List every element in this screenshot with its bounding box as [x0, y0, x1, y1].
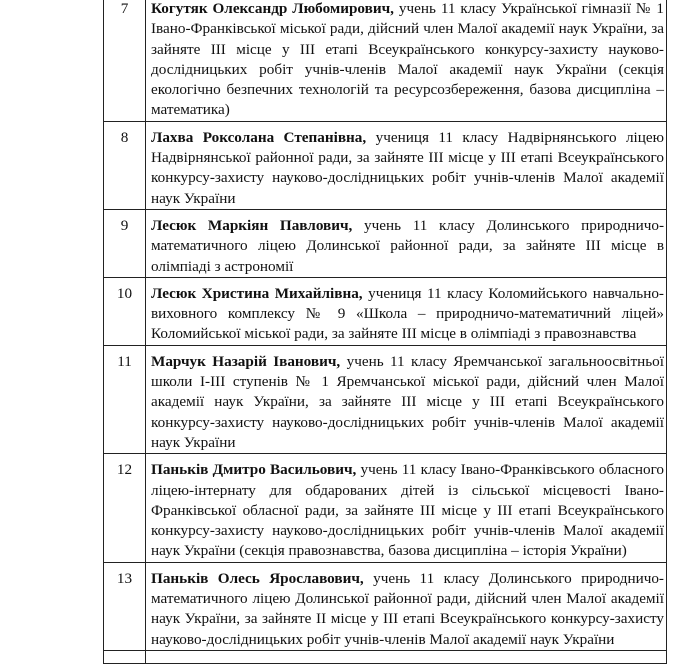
row-description — [146, 0, 667, 121]
row-number: 11 — [104, 345, 146, 453]
student-details: учениця 11 класу Надвірнянського ліцею Надвірнянської районної ради, за зайняте ІІІ місце у ІІІ етапі Всеукраїнського конкурсу-захисту науково-дослідницьких робіт учнів-членів Малої академії наук України — [151, 128, 664, 207]
student-name: Паньків Дмитро Васильович, — [151, 461, 357, 479]
row-description — [146, 209, 667, 277]
table-row — [104, 345, 667, 453]
student-details: учень 11 класу Долинського природничо-математичного ліцею Долинської районної ради, дійсний член Малої академії наук України, за зайняте ІІ місце у ІІІ етапі Всеукраїнського конкурсу-захисту науково-дослідницьких робіт учнів-членів Малої академії наук України — [151, 569, 664, 648]
student-name: Лахва Роксолана Степанівна, — [151, 128, 367, 146]
table-row — [104, 0, 667, 121]
student-details: учень 11 класу Яремчанської загальноосвітньої школи І-ІІІ ступенів № 1 Яремчанської міської ради, дійсний член Малої академії наук України, за зайняте ІІІ місце у ІІІ етапі Всеукраїнського конкурсу-захисту науково-дослідницьких робіт учнів-членів Малої академії наук України — [151, 352, 664, 451]
table-row — [104, 121, 667, 209]
row-description — [146, 345, 667, 453]
student-name: Марчук Назарій Іванович, — [151, 352, 341, 370]
student-name: Когутяк Олександр Любомирович, — [151, 0, 394, 17]
awards-table — [103, 0, 667, 664]
table-row-partial — [104, 650, 667, 663]
student-name: Лесюк Маркіян Павлович, — [151, 216, 353, 234]
row-number: 12 — [104, 454, 146, 562]
row-number: 13 — [104, 562, 146, 650]
table-row — [104, 277, 667, 345]
table-row — [104, 454, 667, 562]
row-number: 7 — [104, 0, 146, 121]
student-details: учень 11 класу Долинського природничо-математичного ліцею Долинської районної ради, за зайняте ІІІ місце в олімпіаді з астрономії — [151, 216, 664, 275]
student-details: учениця 11 класу Коломийського навчально-виховного комплексу № 9 «Школа – природничо-математичний ліцей» Коломийської міської ради, за зайняте ІІІ місце в олімпіаді з правознавства — [151, 284, 664, 343]
row-number: 9 — [104, 209, 146, 277]
row-description — [146, 121, 667, 209]
row-description — [146, 650, 667, 663]
row-description — [146, 562, 667, 650]
table-row — [104, 209, 667, 277]
row-description — [146, 454, 667, 562]
student-details: учень 11 класу Української гімназії № 1 Івано-Франківської міської ради, дійсний член Малої академії наук України, за зайняте ІІІ місце у ІІІ етапі Всеукраїнського конкурсу-захисту науково-дослідницьких робіт учнів-членів Малої академії наук України (секція екологічно безпечних технологій та ресурсозбереження, базова дисципліна – математика) — [151, 0, 665, 119]
row-number — [104, 650, 146, 663]
row-number: 8 — [104, 121, 146, 209]
row-number: 10 — [104, 277, 146, 345]
table-row — [104, 562, 667, 650]
student-name: Лесюк Христина Михайлівна, — [151, 284, 363, 302]
row-description — [146, 277, 667, 345]
student-name: Паньків Олесь Ярославович, — [151, 569, 364, 587]
student-details: учень 11 класу Івано-Франківського обласного ліцею-інтернату для обдарованих дітей із сільської місцевості Івано-Франківської обласної ради, за зайняте ІІІ місце у ІІІ етапі Всеукраїнського конкурсу-захисту науково-дослідницьких робіт учнів-членів Малої академії наук України (секція правознавства, базова дисципліна – історія України) — [151, 461, 665, 560]
